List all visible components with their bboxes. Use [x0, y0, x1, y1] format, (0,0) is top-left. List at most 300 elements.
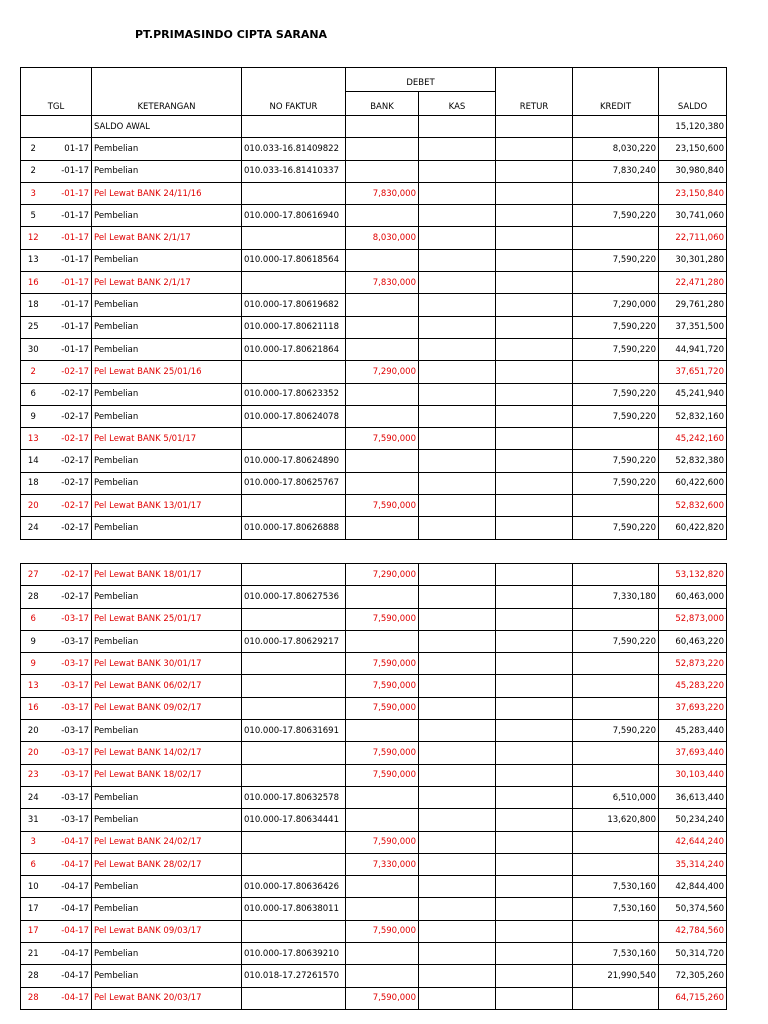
- row-debet-bank: 8,030,000: [346, 227, 419, 249]
- row-retur: [496, 405, 573, 427]
- row-keterangan: Pembelian: [92, 786, 242, 808]
- row-kredit: 7,590,220: [573, 338, 659, 360]
- row-day: 24: [21, 517, 46, 539]
- row-debet-kas: [419, 586, 496, 608]
- table-row: [21, 495, 727, 517]
- row-retur: [496, 987, 573, 1009]
- table-row: [21, 564, 727, 586]
- table-row: [21, 405, 727, 427]
- row-debet-kas: [419, 653, 496, 675]
- row-retur: [496, 876, 573, 898]
- row-debet-kas: [419, 720, 496, 742]
- row-saldo: 45,283,440: [659, 720, 727, 742]
- row-debet-kas: [419, 160, 496, 182]
- table-row: [21, 853, 727, 875]
- row-debet-kas: [419, 517, 496, 539]
- row-day: 18: [21, 294, 46, 316]
- row-debet-kas: [419, 675, 496, 697]
- row-keterangan: Pembelian: [92, 138, 242, 160]
- table-row: [21, 361, 727, 383]
- row-kredit: 7,590,220: [573, 383, 659, 405]
- row-month: -01-17: [46, 182, 92, 204]
- row-saldo: 37,693,220: [659, 697, 727, 719]
- row-keterangan: Pembelian: [92, 809, 242, 831]
- row-keterangan: Pel Lewat BANK 18/02/17: [92, 764, 242, 786]
- row-debet-bank: [346, 450, 419, 472]
- row-no-faktur: 010.000-17.80616940: [242, 205, 346, 227]
- row-saldo: 60,463,000: [659, 586, 727, 608]
- row-day: 16: [21, 697, 46, 719]
- row-day: 20: [21, 720, 46, 742]
- row-month: -01-17: [46, 316, 92, 338]
- table-row: [21, 428, 727, 450]
- row-debet-bank: [346, 294, 419, 316]
- ledger-table-page1: [20, 67, 727, 540]
- row-kredit: [573, 272, 659, 294]
- row-kredit: [573, 361, 659, 383]
- row-month: -04-17: [46, 965, 92, 987]
- row-debet-bank: 7,590,000: [346, 920, 419, 942]
- row-month: -01-17: [46, 205, 92, 227]
- row-keterangan: Pembelian: [92, 898, 242, 920]
- row-retur: [496, 697, 573, 719]
- row-retur: [496, 586, 573, 608]
- row-kredit: [573, 564, 659, 586]
- row-debet-kas: [419, 383, 496, 405]
- saldo-awal-label: SALDO AWAL: [92, 116, 242, 138]
- table-row: [21, 586, 727, 608]
- row-no-faktur: 010.033-16.81410337: [242, 160, 346, 182]
- row-day: 3: [21, 182, 46, 204]
- table-row: [21, 517, 727, 539]
- row-retur: [496, 742, 573, 764]
- row-debet-kas: [419, 786, 496, 808]
- ledger-table-page2: [20, 563, 727, 1010]
- row-keterangan: Pembelian: [92, 586, 242, 608]
- row-saldo: 50,374,560: [659, 898, 727, 920]
- row-debet-bank: 7,330,000: [346, 853, 419, 875]
- row-saldo: 22,711,060: [659, 227, 727, 249]
- row-keterangan: Pel Lewat BANK 13/01/17: [92, 495, 242, 517]
- row-debet-kas: [419, 697, 496, 719]
- row-month: -03-17: [46, 608, 92, 630]
- row-debet-kas: [419, 294, 496, 316]
- row-day: 2: [21, 160, 46, 182]
- row-kredit: [573, 428, 659, 450]
- row-debet-kas: [419, 227, 496, 249]
- row-kredit: 7,290,000: [573, 294, 659, 316]
- row-month: -03-17: [46, 630, 92, 652]
- company-title: PT.PRIMASINDO CIPTA SARANA: [135, 28, 328, 41]
- row-debet-bank: [346, 898, 419, 920]
- row-no-faktur: 010.000-17.80625767: [242, 472, 346, 494]
- row-retur: [496, 786, 573, 808]
- row-no-faktur: [242, 564, 346, 586]
- row-keterangan: Pel Lewat BANK 18/01/17: [92, 564, 242, 586]
- row-no-faktur: [242, 697, 346, 719]
- header-saldo: SALDO: [659, 68, 727, 116]
- row-no-faktur: 010.018-17.27261570: [242, 965, 346, 987]
- row-keterangan: Pel Lewat BANK 5/01/17: [92, 428, 242, 450]
- row-kredit: 7,590,220: [573, 249, 659, 271]
- row-no-faktur: 010.000-17.80634441: [242, 809, 346, 831]
- row-day: 20: [21, 742, 46, 764]
- row-no-faktur: 010.000-17.80627536: [242, 586, 346, 608]
- row-kredit: 7,330,180: [573, 586, 659, 608]
- row-debet-bank: [346, 160, 419, 182]
- row-saldo: 30,103,440: [659, 764, 727, 786]
- row-kredit: [573, 831, 659, 853]
- row-day: 27: [21, 564, 46, 586]
- row-debet-bank: 7,590,000: [346, 653, 419, 675]
- row-month: -02-17: [46, 586, 92, 608]
- row-saldo: 37,651,720: [659, 361, 727, 383]
- row-kredit: 7,590,220: [573, 450, 659, 472]
- row-retur: [496, 138, 573, 160]
- row-month: -02-17: [46, 517, 92, 539]
- table-row: [21, 697, 727, 719]
- table-row: [21, 720, 727, 742]
- row-no-faktur: [242, 608, 346, 630]
- row-keterangan: Pembelian: [92, 338, 242, 360]
- row-keterangan: Pel Lewat BANK 25/01/17: [92, 608, 242, 630]
- row-saldo: 22,471,280: [659, 272, 727, 294]
- row-debet-kas: [419, 138, 496, 160]
- row-keterangan: Pembelian: [92, 965, 242, 987]
- row-kredit: [573, 495, 659, 517]
- row-keterangan: Pembelian: [92, 876, 242, 898]
- table-row: [21, 316, 727, 338]
- row-kredit: 6,510,000: [573, 786, 659, 808]
- row-debet-kas: [419, 205, 496, 227]
- row-kredit: [573, 742, 659, 764]
- row-retur: [496, 630, 573, 652]
- row-day: 12: [21, 227, 46, 249]
- row-month: -03-17: [46, 653, 92, 675]
- row-day: 6: [21, 383, 46, 405]
- row-no-faktur: 010.000-17.80623352: [242, 383, 346, 405]
- row-month: -04-17: [46, 831, 92, 853]
- row-debet-kas: [419, 405, 496, 427]
- row-month: -03-17: [46, 697, 92, 719]
- table-row: [21, 809, 727, 831]
- row-month: -03-17: [46, 720, 92, 742]
- row-retur: [496, 160, 573, 182]
- row-debet-bank: [346, 876, 419, 898]
- row-day: 2: [21, 361, 46, 383]
- row-no-faktur: [242, 182, 346, 204]
- row-kredit: 7,590,220: [573, 472, 659, 494]
- row-no-faktur: [242, 742, 346, 764]
- row-retur: [496, 272, 573, 294]
- table-row: [21, 272, 727, 294]
- row-debet-kas: [419, 338, 496, 360]
- row-month: -04-17: [46, 898, 92, 920]
- row-debet-bank: 7,590,000: [346, 495, 419, 517]
- table-row: [21, 294, 727, 316]
- row-debet-bank: [346, 586, 419, 608]
- row-day: 16: [21, 272, 46, 294]
- table-row: [21, 920, 727, 942]
- row-saldo: 44,941,720: [659, 338, 727, 360]
- row-kredit: 8,030,220: [573, 138, 659, 160]
- row-kredit: [573, 182, 659, 204]
- row-debet-kas: [419, 316, 496, 338]
- row-debet-kas: [419, 564, 496, 586]
- row-no-faktur: 010.000-17.80619682: [242, 294, 346, 316]
- row-day: 24: [21, 786, 46, 808]
- row-retur: [496, 675, 573, 697]
- row-debet-bank: [346, 338, 419, 360]
- row-day: 21: [21, 943, 46, 965]
- row-kredit: [573, 608, 659, 630]
- row-debet-kas: [419, 876, 496, 898]
- ledger-rows-page1: [21, 138, 727, 539]
- row-saldo: 52,832,600: [659, 495, 727, 517]
- row-debet-bank: 7,830,000: [346, 182, 419, 204]
- row-month: -02-17: [46, 472, 92, 494]
- row-saldo: 52,873,220: [659, 653, 727, 675]
- header-debet: DEBET: [346, 68, 496, 92]
- row-month: -02-17: [46, 564, 92, 586]
- row-no-faktur: [242, 853, 346, 875]
- row-kredit: 7,590,220: [573, 720, 659, 742]
- row-keterangan: Pel Lewat BANK 06/02/17: [92, 675, 242, 697]
- table-row: [21, 764, 727, 786]
- row-debet-bank: [346, 720, 419, 742]
- header-keterangan: KETERANGAN: [92, 68, 242, 116]
- table-row: [21, 205, 727, 227]
- row-keterangan: Pel Lewat BANK 14/02/17: [92, 742, 242, 764]
- row-debet-kas: [419, 987, 496, 1009]
- row-debet-bank: [346, 383, 419, 405]
- row-debet-kas: [419, 182, 496, 204]
- row-retur: [496, 450, 573, 472]
- row-saldo: 37,351,500: [659, 316, 727, 338]
- row-saldo: 42,784,560: [659, 920, 727, 942]
- row-retur: [496, 517, 573, 539]
- row-day: 9: [21, 405, 46, 427]
- row-debet-bank: [346, 517, 419, 539]
- row-kredit: [573, 697, 659, 719]
- table-row: [21, 786, 727, 808]
- row-debet-bank: [346, 809, 419, 831]
- row-retur: [496, 294, 573, 316]
- row-saldo: 36,613,440: [659, 786, 727, 808]
- row-day: 31: [21, 809, 46, 831]
- row-keterangan: Pembelian: [92, 943, 242, 965]
- row-kredit: 7,590,220: [573, 517, 659, 539]
- row-saldo: 35,314,240: [659, 853, 727, 875]
- row-no-faktur: 010.033-16.81409822: [242, 138, 346, 160]
- row-day: 13: [21, 675, 46, 697]
- row-kredit: [573, 920, 659, 942]
- row-day: 10: [21, 876, 46, 898]
- row-day: 23: [21, 764, 46, 786]
- row-kredit: [573, 653, 659, 675]
- row-day: 9: [21, 653, 46, 675]
- row-month: -02-17: [46, 361, 92, 383]
- row-kredit: [573, 987, 659, 1009]
- row-month: -03-17: [46, 742, 92, 764]
- row-no-faktur: 010.000-17.80636426: [242, 876, 346, 898]
- row-keterangan: Pembelian: [92, 720, 242, 742]
- row-day: 13: [21, 428, 46, 450]
- ledger-rows-page2: [21, 564, 727, 1010]
- row-keterangan: Pembelian: [92, 316, 242, 338]
- row-kredit: 7,590,220: [573, 405, 659, 427]
- row-no-faktur: [242, 428, 346, 450]
- row-retur: [496, 965, 573, 987]
- row-keterangan: Pel Lewat BANK 09/03/17: [92, 920, 242, 942]
- row-debet-kas: [419, 472, 496, 494]
- table-row: [21, 383, 727, 405]
- row-retur: [496, 920, 573, 942]
- row-month: -01-17: [46, 338, 92, 360]
- row-debet-bank: 7,590,000: [346, 831, 419, 853]
- row-day: 6: [21, 608, 46, 630]
- row-day: 18: [21, 472, 46, 494]
- header-bank: BANK: [346, 92, 419, 116]
- header-kas: KAS: [419, 92, 496, 116]
- row-debet-bank: 7,590,000: [346, 675, 419, 697]
- header-retur: RETUR: [496, 68, 573, 116]
- row-kredit: 7,530,160: [573, 876, 659, 898]
- row-saldo: 23,150,600: [659, 138, 727, 160]
- table-row: [21, 608, 727, 630]
- row-retur: [496, 898, 573, 920]
- row-no-faktur: [242, 987, 346, 1009]
- row-debet-kas: [419, 272, 496, 294]
- row-debet-bank: [346, 965, 419, 987]
- row-keterangan: Pembelian: [92, 472, 242, 494]
- row-day: 2: [21, 138, 46, 160]
- row-month: -03-17: [46, 675, 92, 697]
- table-row: [21, 182, 727, 204]
- row-no-faktur: 010.000-17.80624890: [242, 450, 346, 472]
- row-keterangan: Pel Lewat BANK 25/01/16: [92, 361, 242, 383]
- header-tgl: TGL: [21, 68, 92, 116]
- row-day: 28: [21, 586, 46, 608]
- row-retur: [496, 608, 573, 630]
- table-row: [21, 653, 727, 675]
- row-debet-kas: [419, 450, 496, 472]
- row-keterangan: Pel Lewat BANK 2/1/17: [92, 272, 242, 294]
- row-saldo: 52,832,380: [659, 450, 727, 472]
- row-day: 17: [21, 920, 46, 942]
- row-retur: [496, 428, 573, 450]
- row-saldo: 52,832,160: [659, 405, 727, 427]
- row-debet-kas: [419, 608, 496, 630]
- row-day: 17: [21, 898, 46, 920]
- table-row: [21, 227, 727, 249]
- row-month: -04-17: [46, 943, 92, 965]
- row-retur: [496, 182, 573, 204]
- row-saldo: 45,283,220: [659, 675, 727, 697]
- row-day: 28: [21, 987, 46, 1009]
- row-saldo: 29,761,280: [659, 294, 727, 316]
- row-retur: [496, 831, 573, 853]
- table-row: [21, 876, 727, 898]
- row-month: -01-17: [46, 294, 92, 316]
- row-day: 30: [21, 338, 46, 360]
- row-debet-kas: [419, 920, 496, 942]
- row-debet-kas: [419, 428, 496, 450]
- row-no-faktur: [242, 653, 346, 675]
- table-row: [21, 450, 727, 472]
- row-saldo: 30,301,280: [659, 249, 727, 271]
- row-keterangan: Pel Lewat BANK 30/01/17: [92, 653, 242, 675]
- row-retur: [496, 205, 573, 227]
- row-debet-bank: [346, 786, 419, 808]
- row-debet-kas: [419, 361, 496, 383]
- row-debet-bank: 7,290,000: [346, 564, 419, 586]
- row-retur: [496, 361, 573, 383]
- row-kredit: 7,590,220: [573, 205, 659, 227]
- table-row: [21, 138, 727, 160]
- row-debet-bank: [346, 630, 419, 652]
- row-no-faktur: 010.000-17.80632578: [242, 786, 346, 808]
- row-month: -01-17: [46, 160, 92, 182]
- row-keterangan: Pembelian: [92, 517, 242, 539]
- row-no-faktur: 010.000-17.80631691: [242, 720, 346, 742]
- row-debet-bank: [346, 316, 419, 338]
- row-saldo: 53,132,820: [659, 564, 727, 586]
- row-debet-kas: [419, 495, 496, 517]
- row-keterangan: Pembelian: [92, 294, 242, 316]
- table-row: [21, 831, 727, 853]
- row-debet-bank: [346, 472, 419, 494]
- row-month: -03-17: [46, 809, 92, 831]
- row-no-faktur: [242, 675, 346, 697]
- row-saldo: 72,305,260: [659, 965, 727, 987]
- row-retur: [496, 809, 573, 831]
- row-debet-kas: [419, 809, 496, 831]
- row-no-faktur: 010.000-17.80618564: [242, 249, 346, 271]
- row-kredit: 21,990,540: [573, 965, 659, 987]
- row-saldo: 60,463,220: [659, 630, 727, 652]
- row-debet-kas: [419, 764, 496, 786]
- row-saldo: 23,150,840: [659, 182, 727, 204]
- row-debet-kas: [419, 853, 496, 875]
- row-kredit: [573, 853, 659, 875]
- row-debet-bank: 7,590,000: [346, 697, 419, 719]
- row-no-faktur: [242, 272, 346, 294]
- row-keterangan: Pel Lewat BANK 2/1/17: [92, 227, 242, 249]
- row-retur: [496, 249, 573, 271]
- row-kredit: [573, 764, 659, 786]
- row-debet-kas: [419, 943, 496, 965]
- row-debet-bank: [346, 405, 419, 427]
- header-kredit: KREDIT: [573, 68, 659, 116]
- row-day: 5: [21, 205, 46, 227]
- table-row: [21, 943, 727, 965]
- row-debet-bank: 7,590,000: [346, 428, 419, 450]
- row-debet-bank: [346, 138, 419, 160]
- row-day: 20: [21, 495, 46, 517]
- row-day: 28: [21, 965, 46, 987]
- row-debet-bank: 7,590,000: [346, 608, 419, 630]
- row-debet-bank: 7,590,000: [346, 764, 419, 786]
- row-debet-kas: [419, 965, 496, 987]
- row-month: -03-17: [46, 786, 92, 808]
- saldo-awal-row: [21, 116, 727, 138]
- row-debet-bank: 7,590,000: [346, 742, 419, 764]
- row-saldo: 50,314,720: [659, 943, 727, 965]
- row-day: 13: [21, 249, 46, 271]
- row-retur: [496, 653, 573, 675]
- row-saldo: 50,234,240: [659, 809, 727, 831]
